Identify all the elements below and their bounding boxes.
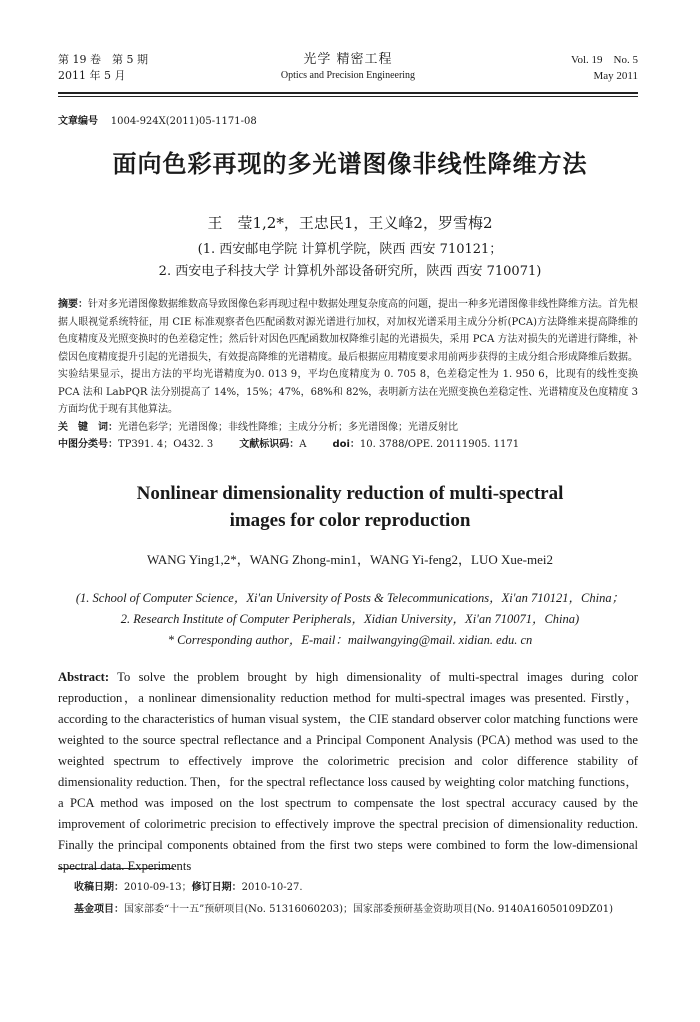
date-en: May 2011: [593, 70, 638, 82]
doi-label: doi：: [332, 439, 360, 450]
fund-label: 基金项目：: [74, 904, 124, 915]
cn-title: 面向色彩再现的多光谱图像非线性降维方法: [112, 150, 588, 178]
clc-value: TP391. 4；O432. 3: [118, 439, 214, 450]
volume-issue-cn: 第 19 卷 第 5 期: [58, 53, 148, 66]
clc-label: 中图分类号：: [58, 439, 118, 450]
cn-abstract: [58, 296, 638, 419]
revised-label: 修订日期：: [191, 882, 242, 893]
article-number-value: 1004-924X(2011)05-1171-08: [110, 116, 257, 127]
keywords-text: 光谱色彩学；光谱图像；非线性降维；主成分分析；多光谱图像；光谱反射比: [118, 422, 458, 433]
header-right: [571, 52, 638, 84]
revised-date: 2010-10-27.: [241, 882, 303, 893]
running-header: [58, 52, 638, 86]
article-number: [58, 112, 257, 127]
cn-affiliation-1: (1. 西安邮电学院 计算机学院，陕西 西安 710121；: [197, 242, 503, 257]
cn-keywords: [58, 420, 638, 436]
en-title-line-2: images for color reproduction: [229, 510, 471, 531]
en-title-line-1: Nonlinear dimensionality reduction of multi-spectral: [136, 483, 564, 504]
header-rule-thin: [58, 96, 638, 97]
cn-abstract-label: 摘要：: [58, 299, 88, 310]
cn-affiliation-2: 2. 西安电子科技大学 计算机外部设备研究所，陕西 西安 710071): [158, 264, 542, 279]
cn-authors: 王 莹1,2*，王忠民1，王义峰2，罗雪梅2: [207, 214, 493, 232]
journal-name-en: Optics and Precision Engineering: [280, 70, 416, 81]
footnote-dates: [74, 880, 638, 896]
doi-value: 10. 3788/OPE. 20111905. 1171: [359, 439, 520, 450]
volume-issue-en: Vol. 19 No. 5: [570, 54, 638, 66]
en-authors: WANG Ying1,2*，WANG Zhong-min1，WANG Yi-feng2，LUO Xue-mei2: [147, 552, 553, 567]
en-abstract-text: To solve the problem brought by high dimensionality of multi-spectral images during color reproduction，a nonlinear dimensionality reduction method for multi-spectral images was presented. Firstly，according to the characteristics of human visual system，the CIE standard observer color matching functions were weighted to the source spectral reflectance and a Principal Component Analysis (PCA) method was used to the weighted spectrum to effectively improve the colorimetric precision and color difference stability of dimensionality reduction. Then，for the spectral reflectance loss caused by weighting color matching functions，a PCA method was imposed on the lost spectrum to compensate the lost spectral accuracy caused by the improvement of colorimetric precision to effectively improve the spectral precision of dimensionality reduction. Finally the principal components obtained from the first two steps were combined to form the low-dimensional spectral data. Experiments: [58, 670, 638, 873]
footnote-funding: [74, 902, 638, 918]
date-cn: 2011 年 5 月: [58, 69, 126, 82]
received-label: 收稿日期：: [74, 882, 124, 893]
en-affiliation-1: (1. School of Computer Science，Xi'an University of Posts & Telecommunications，Xi'an 710121，China；: [75, 591, 625, 605]
received-date: 2010-09-13；: [124, 882, 192, 893]
header-center: [58, 52, 638, 84]
cn-abstract-text: 针对多光谱图像数据维数高导致图像色彩再现过程中数据处理复杂度高的问题，提出一种多光谱图像非线性降维方法。首先根据人眼视觉系统特征，用 CIE 标准观察者色匹配函数对源光谱进行加权，对加权光谱采用主成分分析(PCA)方法降维来提高降维的色度精度及光照变换时的色差稳定性；然后针对因色匹配函数加权降维引起的光谱损失，采用 PCA 方法对损失的光谱进行降维，补偿因色度精度提升引起的光谱损失，有效提高降维的光谱精度。最后根据应用精度要求用前两步获得的主成分组合形成降维后数据。实验结果显示，提出方法的平均光谱精度为0. 013 9，平均色度精度为 0. 705 8，色差稳定性为 1. 950 6，比现有的线性变换 PCA 法和 LabPQR 法分别提高了 14%，15%；47%，68%和 82%，表明新方法在光照变换色差稳定性、光谱精度及色度精度 3 方面均优于现有其他算法。: [58, 299, 638, 415]
doc-code-value: A: [299, 439, 307, 450]
journal-name-cn: 光学 精密工程: [303, 52, 393, 67]
footnote-rule: [58, 868, 174, 869]
doc-code-label: 文献标识码：: [239, 439, 300, 450]
fund-text: 国家部委“十一五”预研项目(No. 51316060203)；国家部委预研基金资助项目(No. 9140A16050109DZ01): [124, 904, 613, 915]
en-abstract-label: Abstract:: [58, 670, 110, 684]
article-number-label: 文章编号: [58, 116, 98, 127]
header-rule-thick: [58, 92, 638, 94]
en-affiliation-2: 2. Research Institute of Computer Peripherals，Xidian University，Xi'an 710071，China): [120, 612, 580, 626]
en-abstract: [58, 667, 638, 877]
keywords-label: 关 键 词：: [58, 422, 118, 433]
classification-line: [58, 437, 638, 453]
en-title: [0, 480, 700, 534]
corresponding-author: * Corresponding author，E-mail：mailwangying@mail. xidian. edu. cn: [167, 633, 533, 647]
